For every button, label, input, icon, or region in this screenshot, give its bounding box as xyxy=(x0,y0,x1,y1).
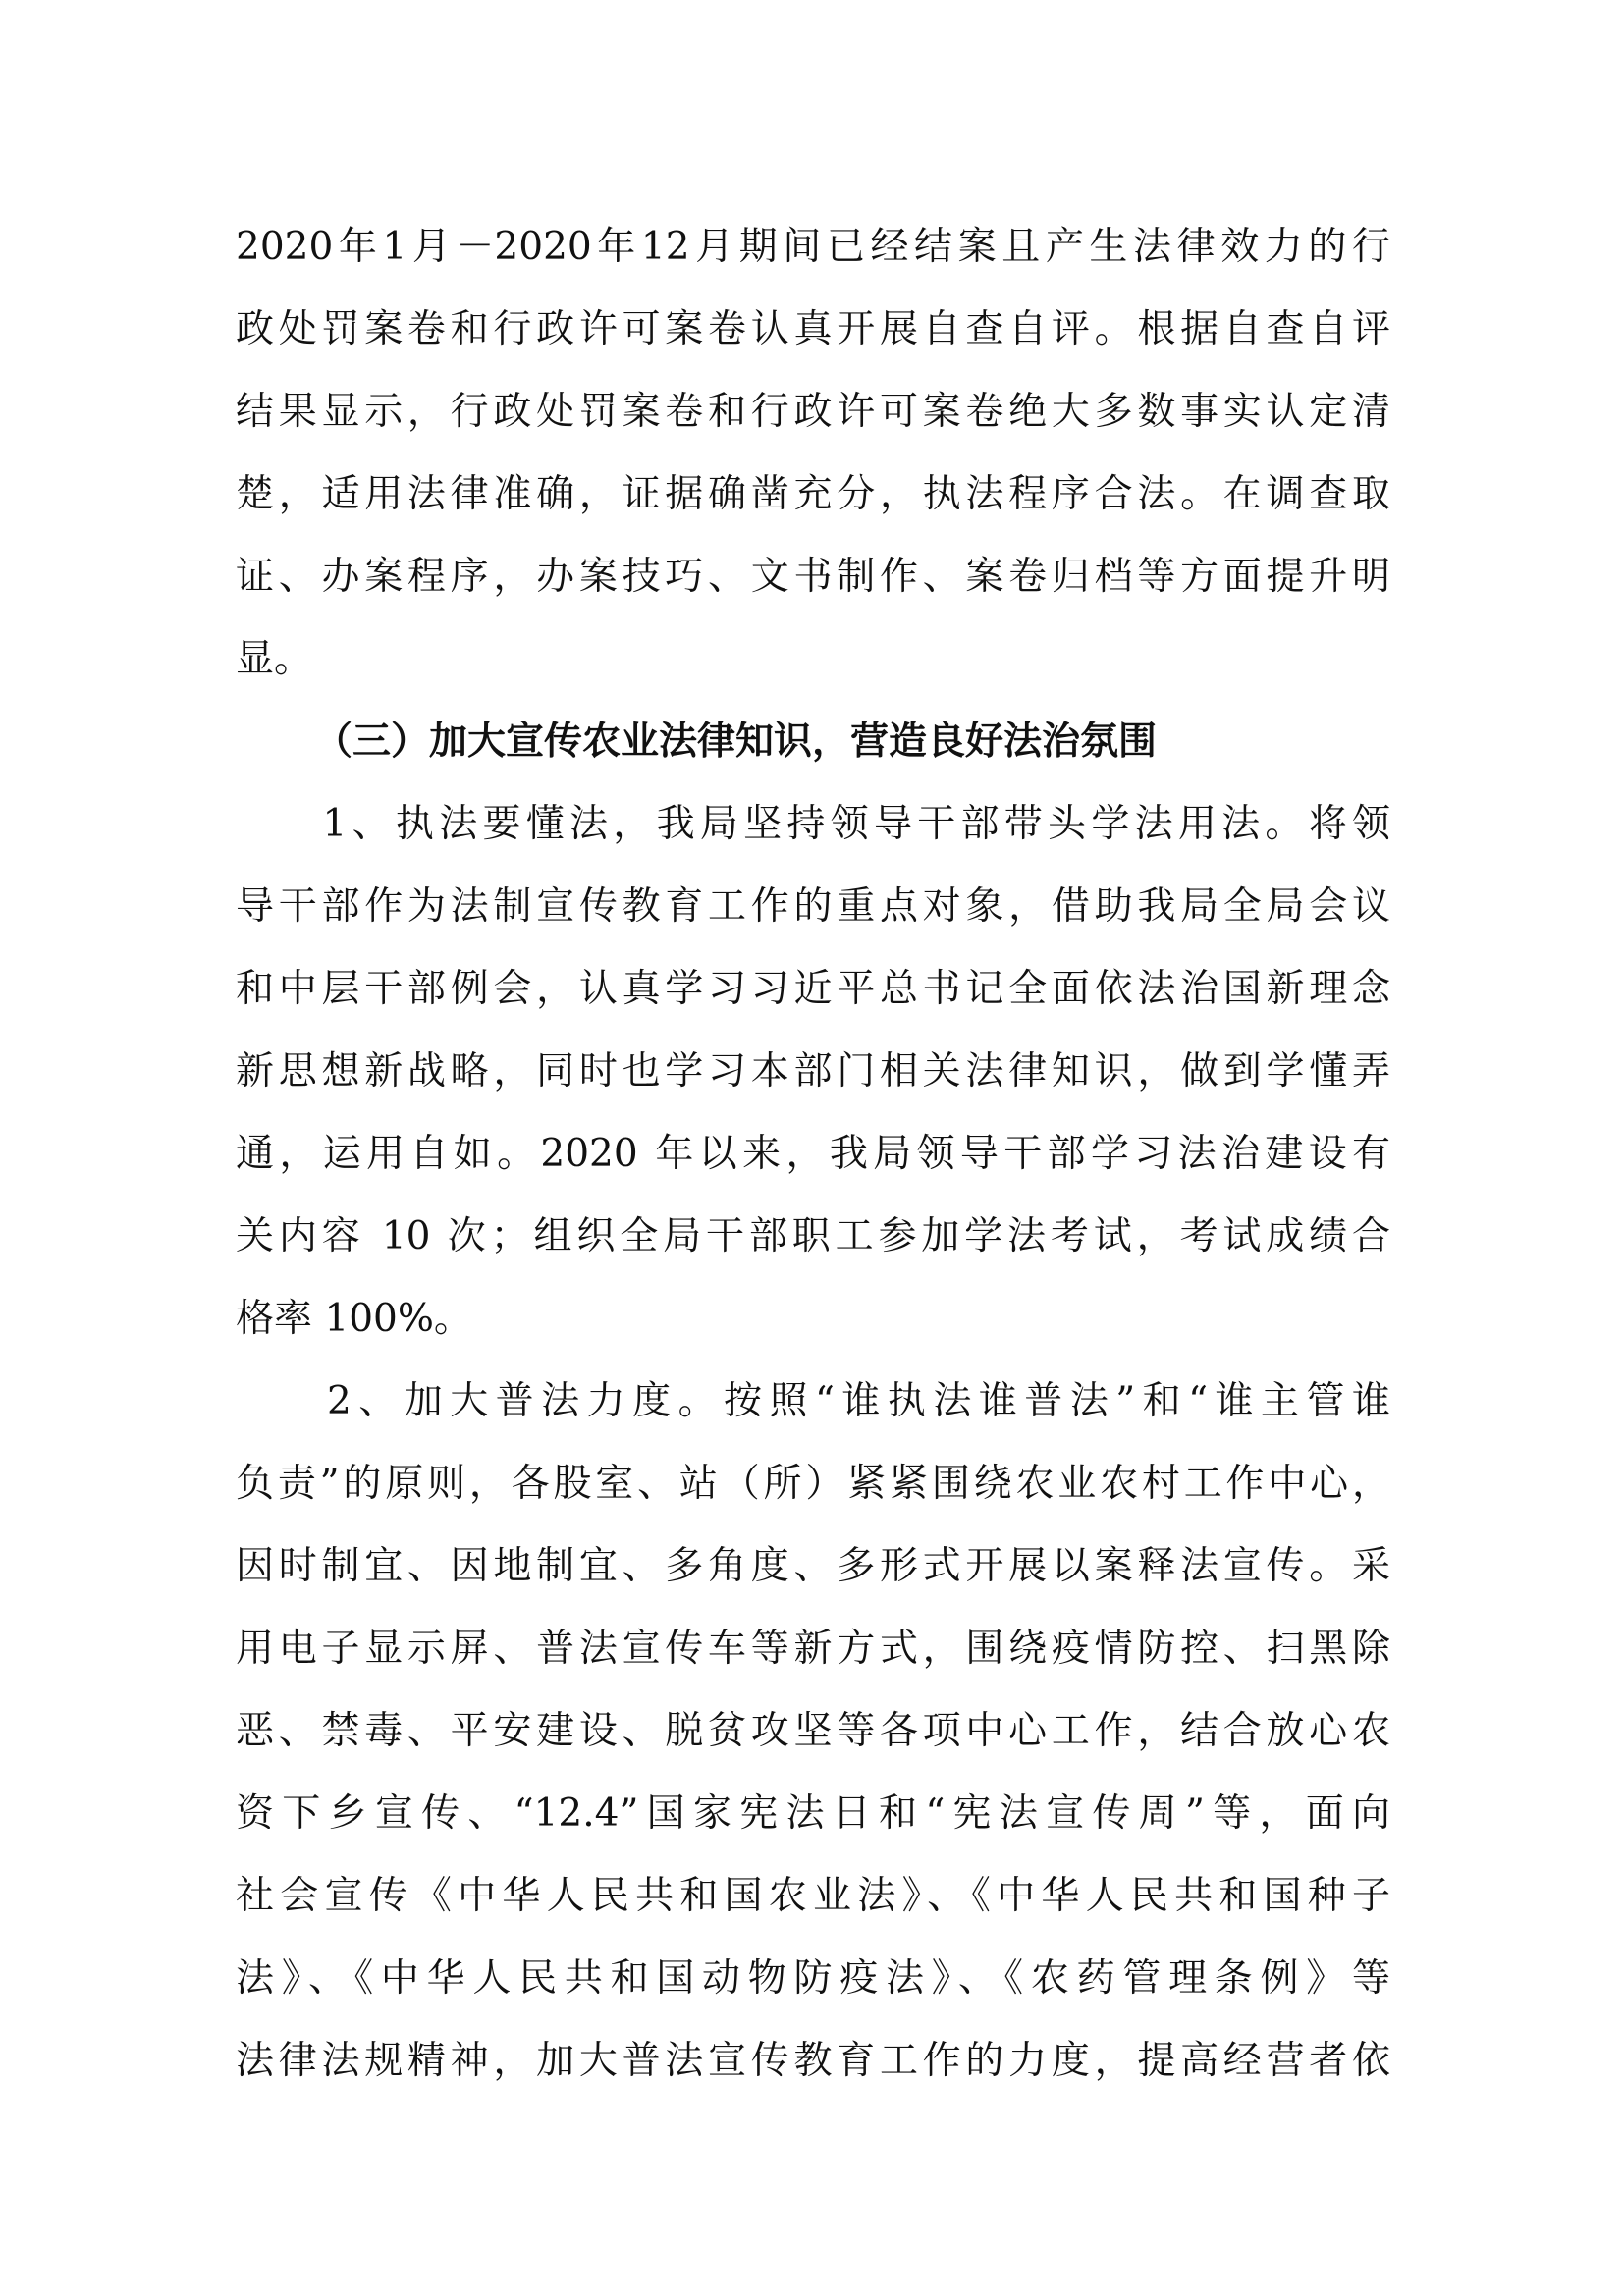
body-text-line: 负责”的原则，各股室、站（所）紧紧围绕农业农村工作中心， xyxy=(236,1462,1390,1506)
body-text-line: 用电子显示屏、普法宣传车等新方式，围绕疫情防控、扫黑除 xyxy=(236,1627,1390,1671)
body-text-line: 楚，适用法律准确，证据确凿充分，执法程序合法。在调查取 xyxy=(236,472,1390,516)
body-text-line: 社会宣传《中华人民共和国农业法》、《中华人民共和国种子 xyxy=(236,1874,1390,1918)
body-text-line: 和中层干部例会，认真学习习近平总书记全面依法治国新理念 xyxy=(236,967,1390,1011)
body-text-line: 1、执法要懂法，我局坚持领导干部带头学法用法。将领 xyxy=(236,802,1390,846)
body-text-line: 资下乡宣传、“12.4”国家宪法日和“宪法宣传周”等，面向 xyxy=(236,1791,1390,1836)
body-text-line: 新思想新战略，同时也学习本部门相关法律知识，做到学懂弄 xyxy=(236,1049,1390,1094)
body-text-line: 法》、《中华人民共和国动物防疫法》、《农药管理条例》等 xyxy=(236,1956,1390,2001)
body-text-line: 关内容 10 次；组织全局干部职工参加学法考试，考试成绩合 xyxy=(236,1214,1390,1258)
body-text-line: 显。 xyxy=(236,637,313,681)
body-text-line: 政处罚案卷和行政许可案卷认真开展自查自评。根据自查自评 xyxy=(236,307,1390,351)
body-text-line: 导干部作为法制宣传教育工作的重点对象，借助我局全局会议 xyxy=(236,884,1390,929)
body-text-line: 格率 100%。 xyxy=(236,1297,472,1341)
body-text-line: 2、加大普法力度。按照“谁执法谁普法”和“谁主管谁 xyxy=(236,1379,1390,1423)
body-text-line: 法律法规精神，加大普法宣传教育工作的力度，提高经营者依 xyxy=(236,2039,1390,2083)
body-text-line: 恶、禁毒、平安建设、脱贫攻坚等各项中心工作，结合放心农 xyxy=(236,1709,1390,1753)
body-text-line: 证、办案程序，办案技巧、文书制作、案卷归档等方面提升明 xyxy=(236,555,1390,599)
body-text-line: 结果显示，行政处罚案卷和行政许可案卷绝大多数事实认定清 xyxy=(236,390,1390,434)
body-text-line: 2020年1月－2020年12月期间已经结案且产生法律效力的行 xyxy=(236,225,1390,269)
section-heading: （三）加大宣传农业法律知识，营造良好法治氛围 xyxy=(314,720,1158,764)
body-text-line: 因时制宜、因地制宜、多角度、多形式开展以案释法宣传。采 xyxy=(236,1544,1390,1588)
body-text-line: 通，运用自如。2020 年以来，我局领导干部学习法治建设有 xyxy=(236,1132,1390,1176)
